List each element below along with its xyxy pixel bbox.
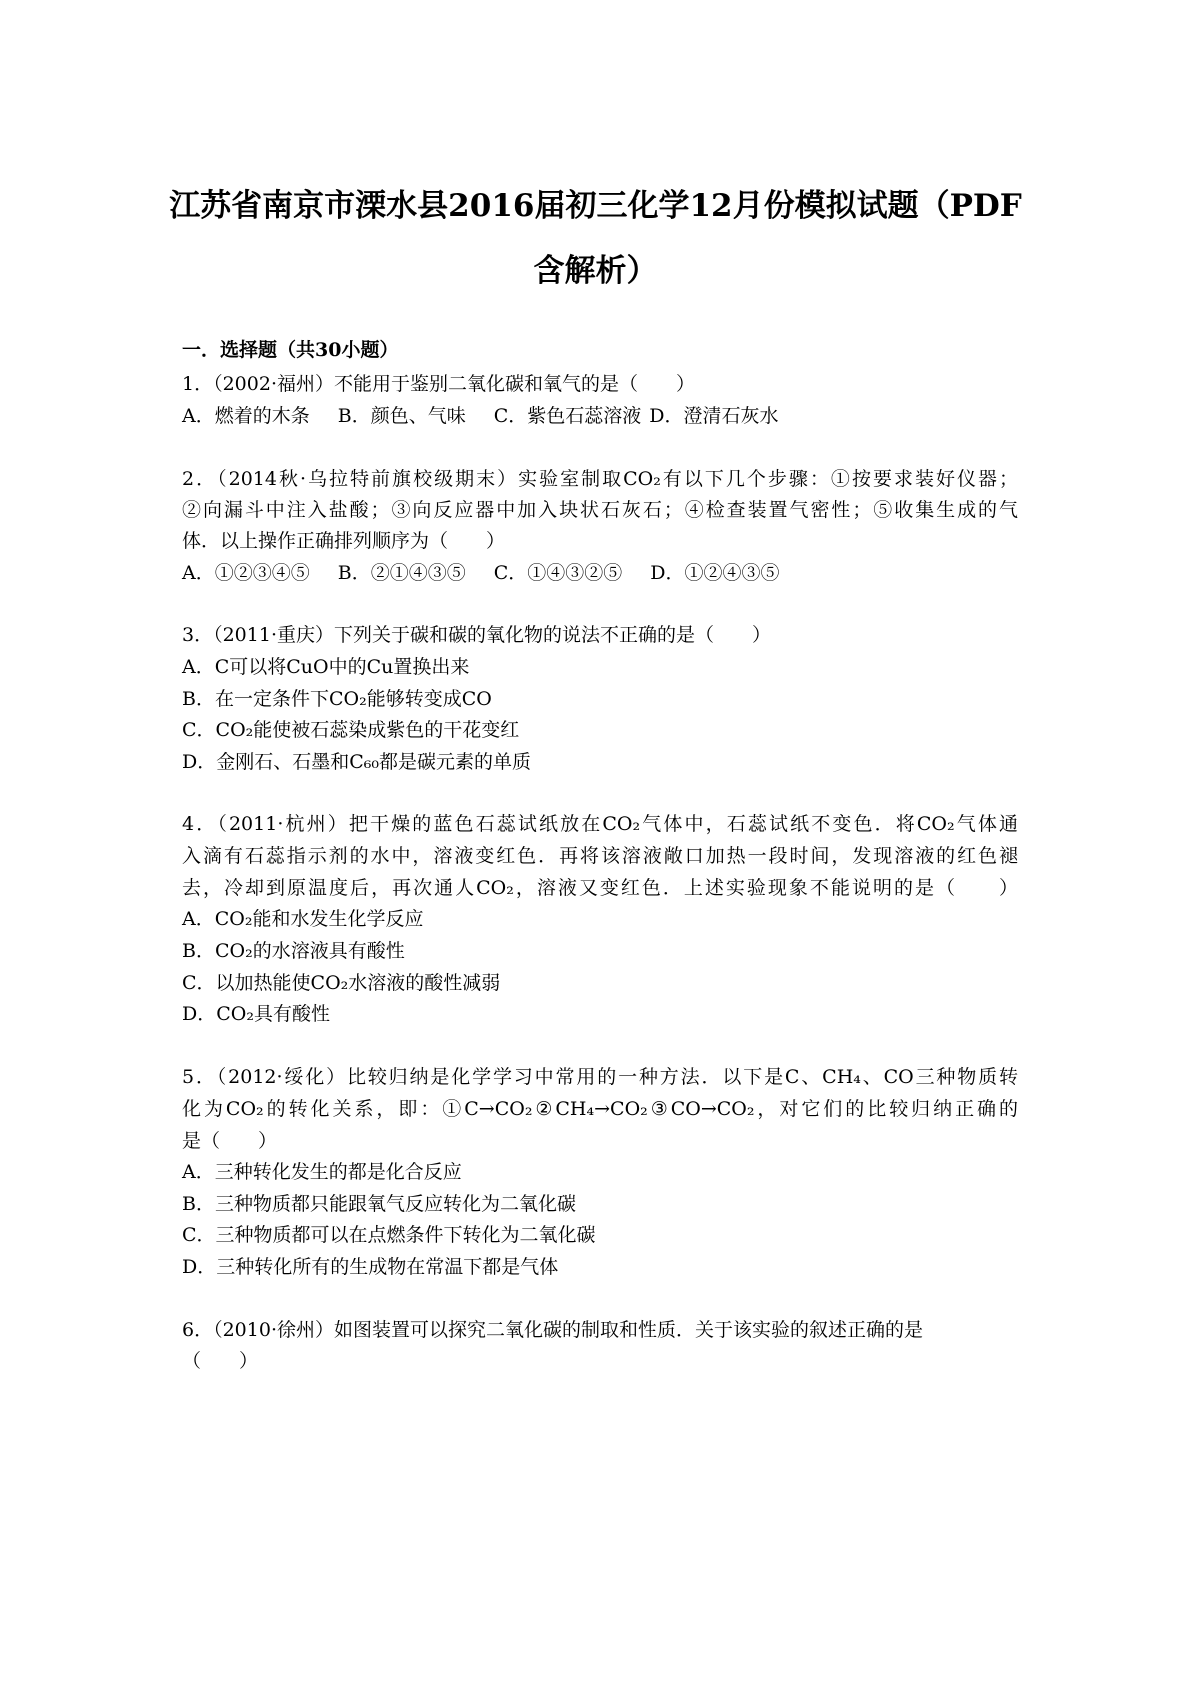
- question-4-stem-line-2: 入滴有石蕊指示剂的水中，溶液变红色．再将该溶液敞口加热一段时间，发现溶液的红色褪: [182, 845, 1018, 867]
- question-5-option-c: C．三种物质都可以在点燃条件下转化为二氧化碳: [182, 1224, 596, 1246]
- question-2-options: [182, 560, 779, 586]
- question-5-stem-line-1: 5．（2012·绥化）比较归纳是化学学习中常用的一种方法．以下是C、CH₄、CO三种物质转: [182, 1066, 1018, 1088]
- question-1-options: [182, 403, 778, 429]
- document-title-line2: 含解析）: [533, 253, 658, 289]
- question-5-stem-line-3: 是（ ）: [182, 1130, 278, 1152]
- question-3-option-c: C．CO₂能使被石蕊染成紫色的干花变红: [182, 719, 520, 741]
- question-5-stem-line-2: 化为CO₂的转化关系，即：①C→CO₂②CH₄→CO₂③CO→CO₂，对它们的比较归纳正确的: [182, 1098, 1018, 1120]
- question-1-option-d: D．澄清石灰水: [649, 405, 779, 427]
- question-2-option-b: B．②①④③⑤: [337, 562, 466, 584]
- question-3-option-a: A．C可以将CuO中的Cu置换出来: [182, 656, 470, 678]
- question-6-stem-line-2: （ ）: [182, 1350, 259, 1372]
- question-1-stem: 1．（2002·福州）不能用于鉴别二氧化碳和氧气的是（ ）: [182, 373, 695, 395]
- document-title: 江苏省南京市溧水县2016届初三化学12月份模拟试题（PDF: [169, 188, 1022, 224]
- question-1-option-c: C．紫色石蕊溶液: [493, 405, 642, 427]
- question-4-option-a: A．CO₂能和水发生化学反应: [182, 908, 424, 930]
- question-2-option-d: D．①②④③⑤: [650, 562, 780, 584]
- question-4-option-c: C．以加热能使CO₂水溶液的酸性减弱: [182, 972, 501, 994]
- question-5-option-d: D．三种转化所有的生成物在常温下都是气体: [182, 1256, 559, 1278]
- question-3-option-d: D．金刚石、石墨和C₆₀都是碳元素的单质: [182, 751, 532, 773]
- question-1-option-b: B．颜色、气味: [337, 405, 466, 427]
- question-4-stem-line-1: 4．（2011·杭州）把干燥的蓝色石蕊试纸放在CO₂气体中，石蕊试纸不变色．将CO₂气体通: [182, 813, 1018, 835]
- question-4-stem-line-3: 去，冷却到原温度后，再次通人CO₂，溶液又变红色．上述实验现象不能说明的是（ ）: [182, 877, 1018, 899]
- question-4-option-b: B．CO₂的水溶液具有酸性: [182, 940, 405, 962]
- question-2-option-c: C．①④③②⑤: [493, 562, 623, 584]
- question-2-stem-line-2: ②向漏斗中注入盐酸；③向反应器中加入块状石灰石；④检查装置气密性；⑤收集生成的气: [182, 499, 1018, 521]
- question-5-option-b: B．三种物质都只能跟氧气反应转化为二氧化碳: [182, 1193, 576, 1215]
- question-2-stem-line-1: 2．（2014秋·乌拉特前旗校级期末）实验室制取CO₂有以下几个步骤：①按要求装好仪器；: [182, 468, 1018, 490]
- question-4-option-d: D．CO₂具有酸性: [182, 1003, 330, 1025]
- question-1-option-a: A．燃着的木条: [182, 405, 310, 427]
- question-5-option-a: A．三种转化发生的都是化合反应: [182, 1161, 462, 1183]
- question-2-option-a: A．①②③④⑤: [182, 562, 310, 584]
- question-6-stem-line-1: 6．（2010·徐州）如图装置可以探究二氧化碳的制取和性质．关于该实验的叙述正确的是: [182, 1319, 923, 1341]
- question-2-stem-line-3: 体．以上操作正确排列顺序为（ ）: [182, 530, 506, 552]
- question-3-stem: 3．（2011·重庆）下列关于碳和碳的氧化物的说法不正确的是（ ）: [182, 624, 771, 646]
- section-heading: 一．选择题（共30小题）: [182, 339, 399, 361]
- question-3-option-b: B．在一定条件下CO₂能够转变成CO: [182, 688, 492, 710]
